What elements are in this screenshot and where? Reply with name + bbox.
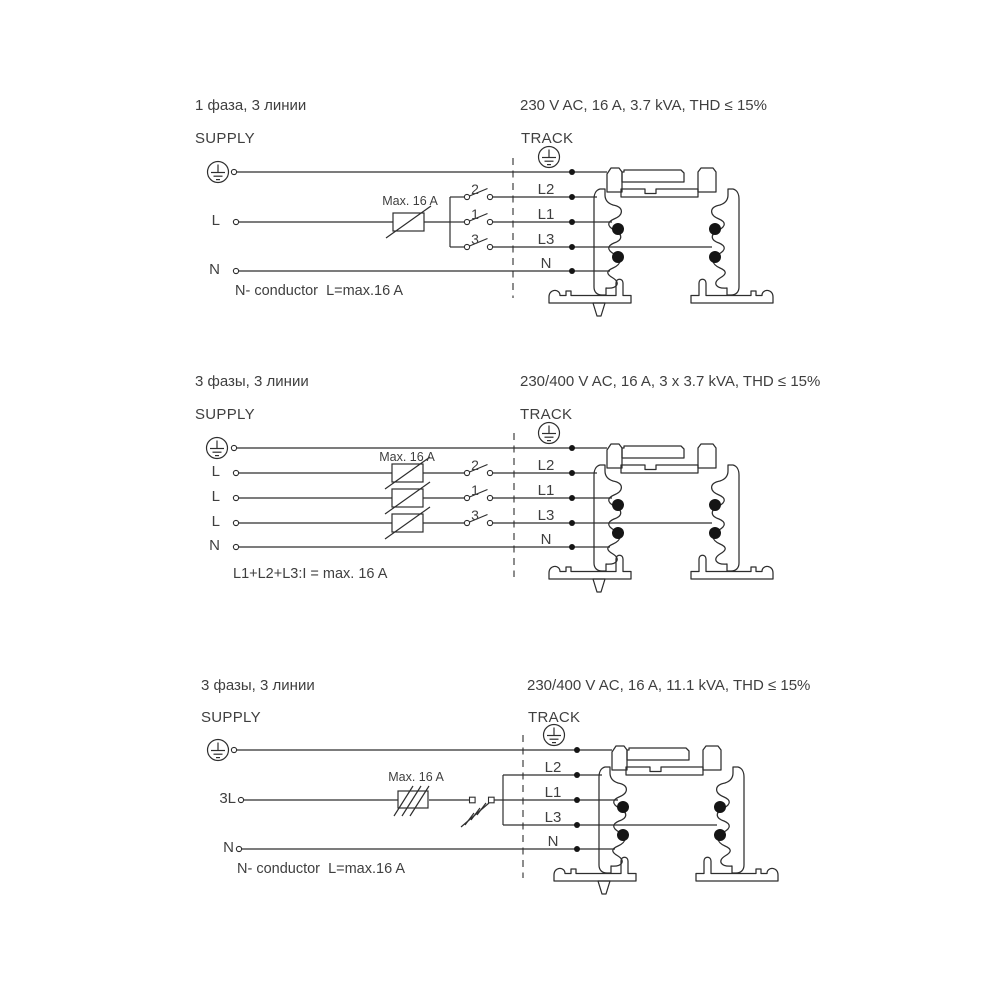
switch-number: 3 [471,231,479,247]
track-line-label: L2 [537,457,555,474]
track-line-label: L1 [544,784,562,801]
switch-3pole-icon [461,797,494,827]
diagram3-note: N- conductor L=max.16 A [237,861,406,877]
diagram2-title: 3 фазы, 3 линии [195,373,309,390]
supply-line-label: N [209,261,220,278]
diagram2-spec: 230/400 V AC, 16 A, 3 x 3.7 kVA, THD ≤ 15% [520,373,821,390]
supply-line-label: L [211,463,220,480]
diagram3-track-label: TRACK [528,709,581,726]
supply-line-label: L [211,513,220,530]
diagram2-track-label: TRACK [520,406,573,423]
diagram3-supply-label: SUPPLY [201,709,261,726]
switch-number: 2 [471,181,479,197]
track-line-label: L2 [544,759,562,776]
supply-line-label: L [211,212,220,229]
track-line-label: L1 [537,482,555,499]
track-line-label: L3 [544,809,562,826]
diagram1-supply-label: SUPPLY [195,130,255,147]
fuse-rating-label: Max. 16 A [379,450,435,464]
supply-line-label: 3L [219,790,236,807]
diagram1-title: 1 фаза, 3 линии [195,97,307,114]
track-line-label: N [540,531,552,548]
track-line-label: N [547,833,559,850]
track-line-label: N [540,255,552,272]
diagram3-spec: 230/400 V AC, 16 A, 11.1 kVA, THD ≤ 15% [527,677,811,694]
track-line-label: L2 [537,181,555,198]
track-line-label: L1 [537,206,555,223]
diagram1-track-label: TRACK [521,130,574,147]
diagram1-note: N- conductor L=max.16 A [235,283,404,299]
track-line-label: L3 [537,507,555,524]
diagram3-title: 3 фазы, 3 линии [201,677,315,694]
diagram2-note: L1+L2+L3:I = max. 16 A [233,566,388,582]
supply-line-label: N [209,537,220,554]
diagram1-spec: 230 V AC, 16 A, 3.7 kVA, THD ≤ 15% [520,97,767,114]
switch-number: 3 [471,507,479,523]
supply-line-label: L [211,488,220,505]
switch-number: 1 [471,482,479,498]
switch-number: 2 [471,457,479,473]
track-line-label: L3 [537,231,555,248]
switch-number: 1 [471,206,479,222]
fuse-rating-label: Max. 16 A [382,194,438,208]
supply-line-label: N [223,839,234,856]
fuse-rating-label: Max. 16 A [388,770,444,784]
diagram2-supply-label: SUPPLY [195,406,255,423]
